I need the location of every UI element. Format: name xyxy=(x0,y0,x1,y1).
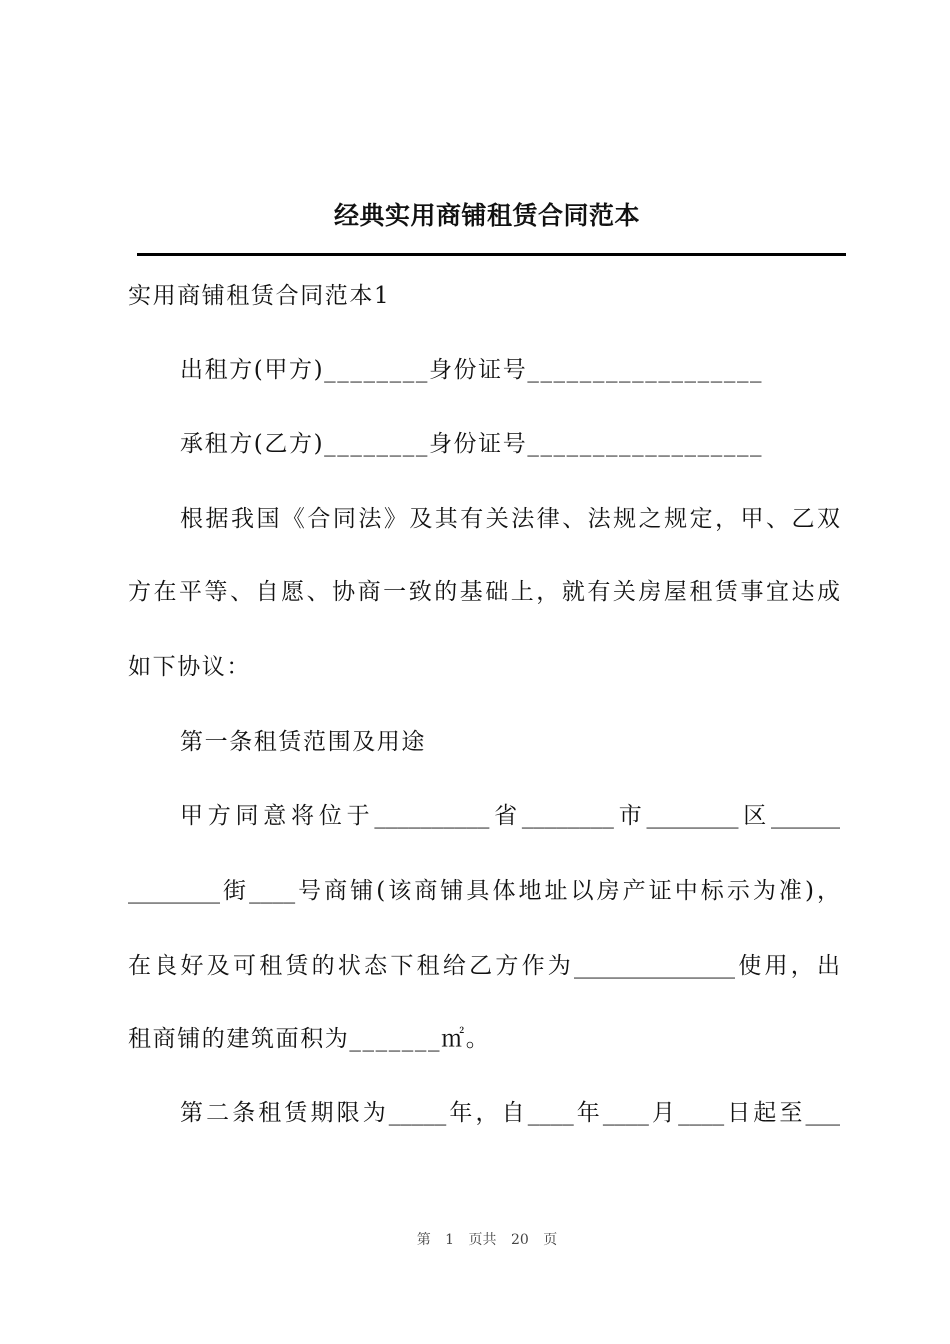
paragraph-line: ________街____号商铺(该商铺具体地址以房产证中标示为准)， xyxy=(128,878,840,904)
lessee-line: 承租方(乙方)________身份证号__________________ xyxy=(180,431,764,457)
paragraph-line: 方在平等、自愿、协商一致的基础上，就有关房屋租赁事宜达成 xyxy=(128,579,840,605)
article-heading: 第一条租赁范围及用途 xyxy=(180,729,426,755)
paragraph-line: 在良好及可租赁的状态下租给乙方作为______________使用，出 xyxy=(128,953,840,979)
paragraph-line: 第二条租赁期限为_____年，自____年____月____日起至___ xyxy=(180,1100,840,1126)
paragraph-line: 如下协议： xyxy=(128,654,251,680)
page-footer: 第 1 页共 20 页 xyxy=(416,1232,558,1248)
paragraph-line: 根据我国《合同法》及其有关法律、法规之规定，甲、乙双 xyxy=(180,506,840,532)
paragraph-line: 租商铺的建筑面积为_______㎡。 xyxy=(128,1026,491,1052)
lessor-line: 出租方(甲方)________身份证号__________________ xyxy=(180,357,764,383)
title-rule xyxy=(137,253,846,256)
paragraph-line: 甲方同意将位于__________省________市________区______ xyxy=(180,803,840,829)
page-title: 经典实用商铺租赁合同范本 xyxy=(333,201,640,230)
section-heading: 实用商铺租赁合同范本1 xyxy=(128,283,391,309)
